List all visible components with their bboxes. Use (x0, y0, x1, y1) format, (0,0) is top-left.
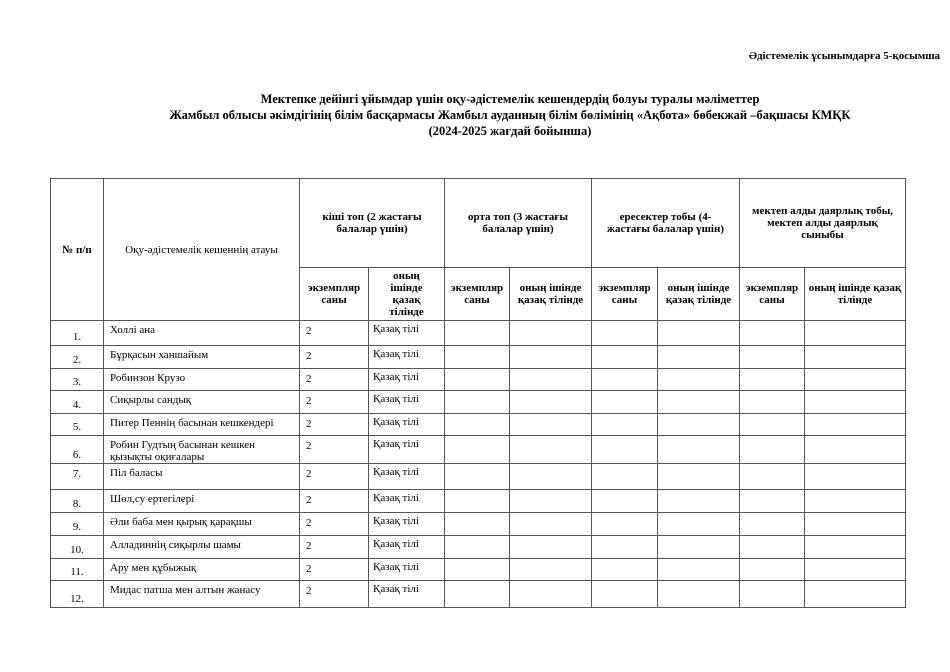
col-name-header: Оқу-әдістемелік кешеннің атауы (104, 179, 300, 321)
copies-count: 2 (300, 391, 369, 414)
kit-name: Робинзон Крузо (104, 369, 300, 391)
empty-cell (510, 414, 592, 436)
empty-cell (740, 513, 805, 536)
empty-cell (592, 490, 658, 513)
language-value: Қазақ тілі (369, 490, 445, 513)
empty-cell (445, 490, 510, 513)
kit-name: Робин Гудтың басынан кешкен қызықты оқиғалары (104, 436, 300, 464)
kit-name: Холлі ана (104, 321, 300, 346)
sub-header-copies: экземпляр саны (300, 268, 369, 321)
empty-cell (740, 536, 805, 559)
empty-cell (740, 436, 805, 464)
empty-cell (740, 369, 805, 391)
copies-count: 2 (300, 581, 369, 608)
empty-cell (445, 581, 510, 608)
sub-header-copies: экземпляр саны (740, 268, 805, 321)
kit-name: Ару мен құбыжық (104, 559, 300, 581)
empty-cell (740, 391, 805, 414)
row-number: 1. (51, 321, 104, 346)
empty-cell (805, 414, 906, 436)
empty-cell (740, 581, 805, 608)
empty-cell (510, 513, 592, 536)
kit-name: Бұрқасын ханшайым (104, 346, 300, 369)
empty-cell (740, 321, 805, 346)
header-row-1 (51, 179, 906, 268)
table-row (51, 464, 906, 490)
empty-cell (592, 391, 658, 414)
empty-cell (510, 559, 592, 581)
table-row (51, 559, 906, 581)
table-row (51, 321, 906, 346)
kit-name: Әли баба мен қырық қарақшы (104, 513, 300, 536)
empty-cell (805, 464, 906, 490)
row-number: 9. (51, 513, 104, 536)
row-number: 11. (51, 559, 104, 581)
empty-cell (805, 536, 906, 559)
empty-cell (445, 369, 510, 391)
language-value: Қазақ тілі (369, 369, 445, 391)
empty-cell (658, 490, 740, 513)
table-row (51, 414, 906, 436)
table-row (51, 513, 906, 536)
empty-cell (510, 581, 592, 608)
sub-header-kazakh: оның ішінде қазақ тілінде (805, 268, 906, 321)
empty-cell (445, 536, 510, 559)
empty-cell (658, 536, 740, 559)
copies-count: 2 (300, 414, 369, 436)
title-line-1: Мектепке дейінгі ұйымдар үшін оқу-әдістемелік кешендердің болуы туралы мәліметтер (260, 92, 760, 106)
table-row (51, 490, 906, 513)
empty-cell (445, 436, 510, 464)
empty-cell (658, 414, 740, 436)
empty-cell (805, 581, 906, 608)
language-value: Қазақ тілі (369, 346, 445, 369)
empty-cell (445, 559, 510, 581)
copies-count: 2 (300, 369, 369, 391)
language-value: Қазақ тілі (369, 414, 445, 436)
empty-cell (445, 346, 510, 369)
empty-cell (805, 321, 906, 346)
document-title (60, 91, 950, 139)
empty-cell (658, 346, 740, 369)
empty-cell (658, 581, 740, 608)
title-line-2: Жамбыл облысы әкімдігінің білім басқармасы Жамбыл ауданның білім бөлімінің «Ақбота» бөбекжай –бақшасы КМҚК (169, 108, 851, 122)
kit-name: Алладиннің сиқырлы шамы (104, 536, 300, 559)
kit-name: Мидас патша мен алтын жанасу (104, 581, 300, 608)
language-value: Қазақ тілі (369, 464, 445, 490)
title-line-3: (2024-2025 жағдай бойынша) (428, 124, 592, 138)
empty-cell (510, 391, 592, 414)
copies-count: 2 (300, 536, 369, 559)
language-value: Қазақ тілі (369, 559, 445, 581)
empty-cell (510, 436, 592, 464)
copies-count: 2 (300, 490, 369, 513)
row-number: 10. (51, 536, 104, 559)
table-row (51, 391, 906, 414)
language-value: Қазақ тілі (369, 513, 445, 536)
kit-name: Піл баласы (104, 464, 300, 490)
language-value: Қазақ тілі (369, 391, 445, 414)
empty-cell (510, 321, 592, 346)
language-value: Қазақ тілі (369, 536, 445, 559)
empty-cell (740, 464, 805, 490)
row-number: 4. (51, 391, 104, 414)
empty-cell (445, 464, 510, 490)
copies-count: 2 (300, 346, 369, 369)
row-number: 8. (51, 490, 104, 513)
empty-cell (592, 559, 658, 581)
row-number: 5. (51, 414, 104, 436)
empty-cell (658, 321, 740, 346)
copies-count: 2 (300, 559, 369, 581)
sub-header-kazakh: оның ішінде қазақ тілінде (369, 268, 445, 321)
empty-cell (658, 513, 740, 536)
empty-cell (592, 346, 658, 369)
col-num-header: № п/п (51, 179, 104, 321)
empty-cell (510, 464, 592, 490)
empty-cell (510, 490, 592, 513)
language-value: Қазақ тілі (369, 436, 445, 464)
row-number: 6. (51, 436, 104, 464)
empty-cell (445, 321, 510, 346)
empty-cell (805, 369, 906, 391)
empty-cell (805, 436, 906, 464)
table-row (51, 346, 906, 369)
copies-count: 2 (300, 321, 369, 346)
empty-cell (740, 490, 805, 513)
empty-cell (445, 414, 510, 436)
empty-cell (658, 559, 740, 581)
empty-cell (592, 464, 658, 490)
empty-cell (658, 391, 740, 414)
copies-count: 2 (300, 436, 369, 464)
table-row (51, 581, 906, 608)
group-header-senior: ересектер тобы (4-жастағы балалар үшін) (592, 179, 740, 268)
sub-header-copies: экземпляр саны (445, 268, 510, 321)
empty-cell (510, 536, 592, 559)
empty-cell (445, 513, 510, 536)
empty-cell (592, 581, 658, 608)
empty-cell (805, 346, 906, 369)
group-header-junior: кіші топ (2 жастағы балалар үшін) (300, 179, 445, 268)
table-row (51, 369, 906, 391)
empty-cell (510, 346, 592, 369)
empty-cell (658, 464, 740, 490)
empty-cell (740, 559, 805, 581)
empty-cell (805, 513, 906, 536)
empty-cell (658, 369, 740, 391)
empty-cell (592, 369, 658, 391)
appendix-label: Әдістемелік ұсынымдарға 5-қосымша (748, 50, 940, 62)
row-number: 12. (51, 581, 104, 608)
sub-header-kazakh: оның ішінде қазақ тілінде (658, 268, 740, 321)
table-row (51, 436, 906, 464)
empty-cell (805, 490, 906, 513)
empty-cell (740, 414, 805, 436)
copies-count: 2 (300, 464, 369, 490)
empty-cell (592, 414, 658, 436)
empty-cell (445, 391, 510, 414)
copies-count: 2 (300, 513, 369, 536)
sub-header-kazakh: оның ішінде қазақ тілінде (510, 268, 592, 321)
empty-cell (510, 369, 592, 391)
empty-cell (592, 513, 658, 536)
group-header-preschool: мектеп алды даярлық тобы, мектеп алды даярлық сыныбы (740, 179, 906, 268)
empty-cell (740, 346, 805, 369)
empty-cell (592, 321, 658, 346)
empty-cell (805, 391, 906, 414)
table-row (51, 536, 906, 559)
empty-cell (592, 536, 658, 559)
group-header-middle: орта топ (3 жастағы балалар үшін) (445, 179, 592, 268)
language-value: Қазақ тілі (369, 321, 445, 346)
kit-name: Сиқырлы сандық (104, 391, 300, 414)
language-value: Қазақ тілі (369, 581, 445, 608)
kit-name: Питер Пеннің басынан кешкендері (104, 414, 300, 436)
row-number: 2. (51, 346, 104, 369)
empty-cell (592, 436, 658, 464)
empty-cell (805, 559, 906, 581)
sub-header-copies: экземпляр саны (592, 268, 658, 321)
row-number: 3. (51, 369, 104, 391)
row-number: 7. (51, 464, 104, 490)
kit-name: Шөл,су ертегілері (104, 490, 300, 513)
kits-table (50, 178, 906, 608)
empty-cell (658, 436, 740, 464)
